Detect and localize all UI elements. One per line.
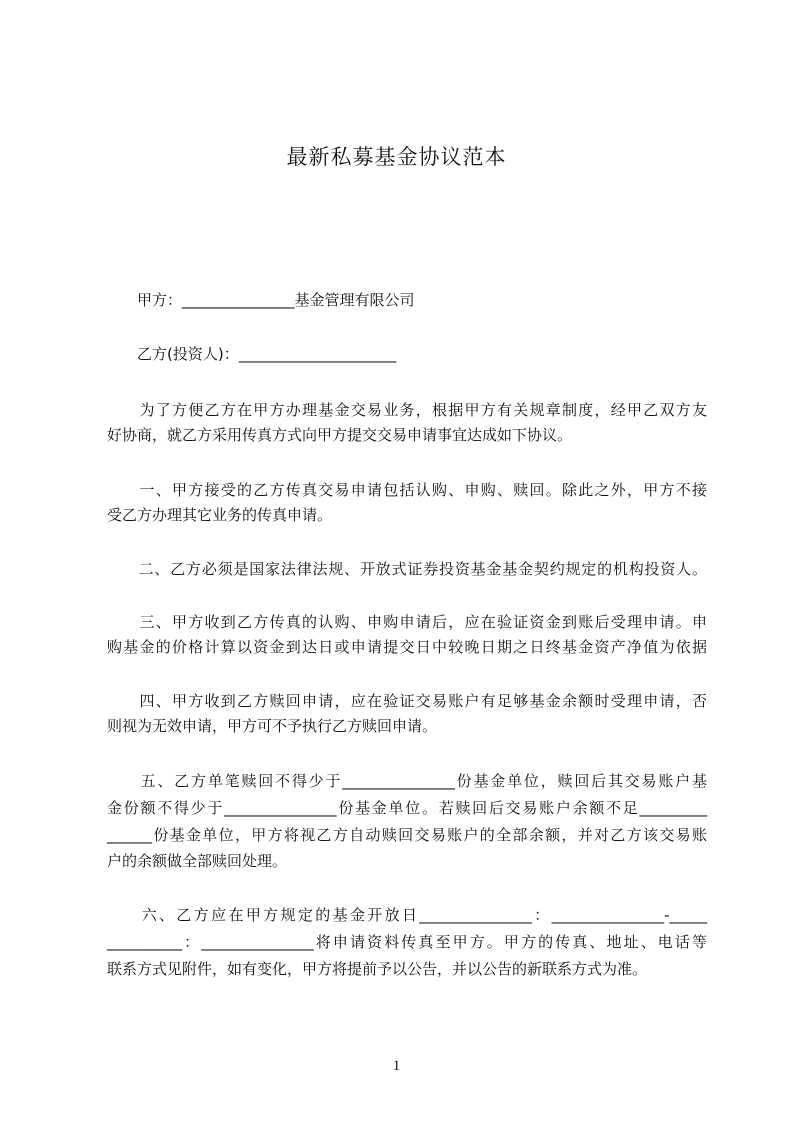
clause-5-line-4: 户的余额做全部赎回处理。 [107,852,288,870]
clause-6-line-3: 联系方式见附件，如有变化，甲方将提前予以公告，并以公告的新联系方式为准。 [107,960,648,978]
clause-4-line-2: 则视为无效申请，甲方可不予执行乙方赎回申请。 [107,717,438,735]
clause-5-line-1: 五、乙方单笔赎回不得少于_______________份基金单位，赎回后其交易账户基 [107,772,707,790]
page-number: 1 [392,1058,401,1074]
clause-3-line-1: 三、甲方收到乙方传真的认购、申购申请后，应在验证资金到账后受理申请。申 [107,613,707,631]
document-title: 最新私募基金协议范本 [286,145,507,169]
clause-6-line-2: __________：_______________将申请资料传真至甲方。甲方的传真、地址、电话等 [107,933,707,951]
clause-2-line-1: 二、乙方必须是国家法律法规、开放式证券投资基金基金契约规定的机构投资人。 [107,560,707,578]
clause-1-line-2: 受乙方办理其它业务的传真申请。 [107,506,333,524]
clause-3-line-2: 购基金的价格计算以资金到达日或申请提交日中较晚日期之日终基金资产净值为依据 [107,638,707,656]
clause-1-line-1: 一、甲方接受的乙方传真交易申请包括认购、申购、赎回。除此之外，甲方不接 [107,481,707,499]
intro-line-2: 好协商，就乙方采用传真方式向甲方提交交易申请事宜达成如下协议。 [107,426,573,444]
clause-5-line-3: ______份基金单位，甲方将视乙方自动赎回交易账户的全部余额，并对乙方该交易账 [107,826,707,844]
clause-4-line-1: 四、甲方收到乙方赎回申请，应在验证交易账户有足够基金余额时受理申请，否 [107,692,707,710]
clause-6-line-1: 六、乙方应在甲方规定的基金开放日_______________：_______________-_____ [107,906,707,924]
intro-line-1: 为了方便乙方在甲方办理基金交易业务，根据甲方有关规章制度，经甲乙双方友 [107,401,707,419]
party-b-line: 乙方(投资人)：_____________________ [107,345,397,363]
clause-5-line-2: 金份额不得少于_______________份基金单位。若赎回后交易账户余额不足_________ [107,799,707,817]
party-a-line: 甲方：_______________基金管理有限公司 [107,291,415,309]
